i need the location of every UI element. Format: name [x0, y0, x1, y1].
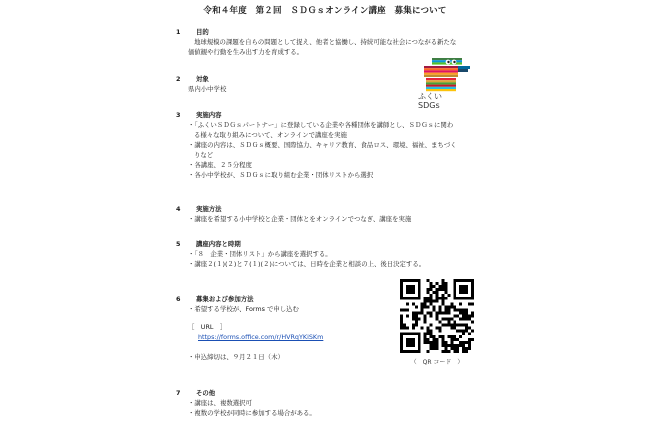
section-text: る様々な取り組みについて、オンラインで講座を実施	[194, 131, 347, 139]
section-number: 3	[176, 111, 181, 119]
section-text: ・「ふくいＳＤＧｓパートナー」に登録している企業や各種団体を講師とし、ＳＤＧｓに関わ	[188, 121, 454, 129]
section-title: 目的	[196, 28, 209, 36]
qr-code	[400, 279, 474, 353]
section-other	[176, 388, 316, 418]
section-target	[176, 74, 226, 94]
section-contents	[176, 110, 457, 180]
section-title: その他	[196, 389, 216, 397]
section-method	[176, 204, 411, 224]
section-text: ・講座を希望する小中学校と企業・団体とをオンラインでつなぎ、講座を実施	[188, 215, 412, 223]
url-label: ［ URL ］	[188, 323, 227, 331]
section-number: 2	[176, 75, 181, 83]
section-schedule	[176, 239, 425, 269]
section-text: ・各小中学校が、ＳＤＧｓに取り組む企業・団体リストから選択	[188, 171, 374, 179]
document-title: 令和４年度 第２回 ＳＤＧｓオンライン講座 募集について	[203, 6, 447, 16]
section-text: ・希望する学校が、Forms で申し込む	[188, 305, 299, 313]
section-number: 6	[176, 295, 181, 303]
section-text: ・講座２(１)(２)と７(１)(２)については、日時を企業と相談の上、後日決定する。	[188, 260, 426, 268]
qr-code-icon	[400, 279, 474, 353]
logo-text-sdgs: SDGs	[418, 101, 440, 110]
section-number: 1	[176, 28, 181, 36]
section-text: ・複数の学校が同時に参加する場合がある。	[188, 409, 316, 417]
qr-caption: （ QR コード ）	[410, 359, 464, 366]
deadline-text: ・申込締切は、９月２１日（木）	[188, 353, 284, 361]
section-title: 募集および参加方法	[196, 295, 254, 303]
section-text: ・「８ 企業・団体リスト」から講座を選択する。	[188, 250, 332, 258]
section-text: 価値観や行動を生み出す力を育成する。	[188, 48, 304, 56]
logo-text-fukui: ふくい	[418, 92, 442, 101]
section-text: 地球規模の課題を自らの問題として捉え、他者と協働し、持続可能な社会につながる新たな	[194, 38, 457, 46]
section-title: 対象	[196, 75, 209, 83]
section-purpose	[176, 27, 456, 57]
section-text: ・各講座、２５分程度	[188, 161, 252, 169]
section-title: 講座内容と時期	[196, 240, 241, 248]
section-number: 7	[176, 389, 181, 397]
dinosaur-logo-icon	[418, 56, 476, 92]
section-text: りなど	[194, 151, 214, 159]
section-application	[176, 294, 323, 362]
forms-url-link[interactable]: https://forms.office.com/r/HVRqYKiSKm	[198, 333, 324, 341]
section-number: 4	[176, 205, 181, 213]
fukui-sdgs-logo	[418, 56, 476, 108]
section-text: ・講座は、複数選択可	[188, 399, 252, 407]
section-title: 実施方法	[196, 205, 222, 213]
section-text: 県内小中学校	[188, 85, 227, 93]
section-number: 5	[176, 240, 181, 248]
section-text: ・講座の内容は、ＳＤＧｓ概要、国際協力、キャリア教育、食品ロス、環境、福祉、まちづく	[188, 141, 457, 149]
section-title: 実施内容	[196, 111, 222, 119]
